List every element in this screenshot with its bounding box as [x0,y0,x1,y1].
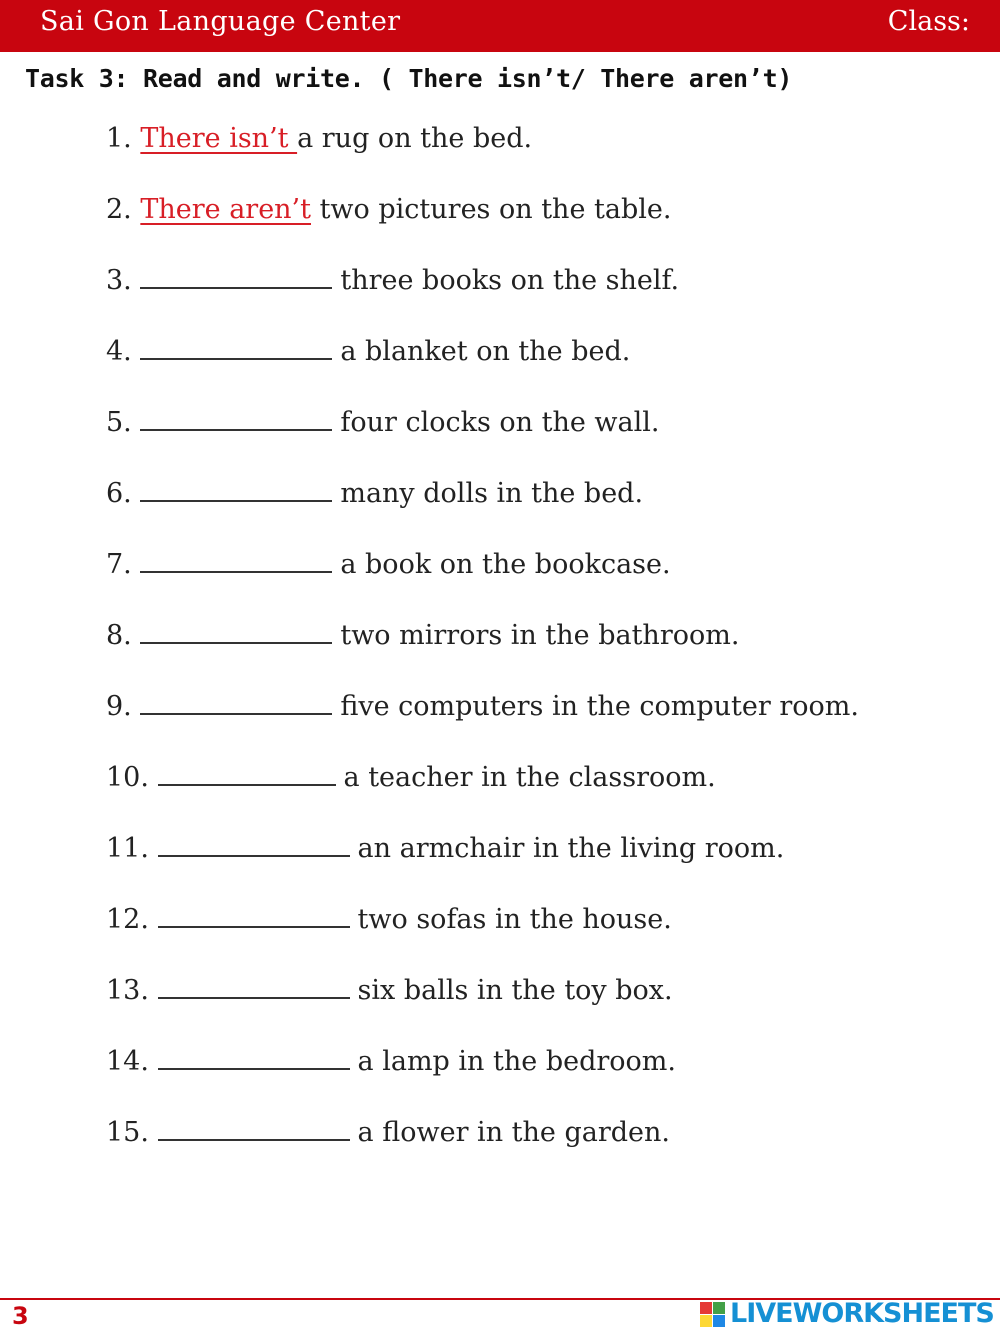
answer-blank[interactable] [158,906,350,928]
answer-blank[interactable] [140,409,332,431]
exercise-item-12 [106,899,986,970]
sentence-text: two pictures on the table. [311,194,672,225]
item-number: 10. [106,762,158,793]
item-number: 15. [106,1117,158,1148]
answer-text[interactable]: There aren’t [140,194,311,225]
answer-blank[interactable] [140,338,332,360]
answer-text[interactable]: There isn’t [140,123,298,154]
sentence-text: a teacher in the classroom. [343,762,716,793]
answer-blank[interactable] [158,1048,350,1070]
answer-blank[interactable] [158,764,336,786]
exercise-item-15 [106,1112,986,1183]
exercise-item-5 [106,402,986,473]
task-title: Task 3: Read and write. ( There isn’t/ There aren’t) [25,64,793,93]
item-number: 5. [106,407,141,438]
class-label: Class: [887,6,970,37]
sentence-text: six balls in the toy box. [357,975,673,1006]
sentence-text: a blanket on the bed. [340,336,631,367]
answer-blank[interactable] [140,622,332,644]
item-number: 8. [106,620,141,651]
exercise-item-9 [106,686,986,757]
sentence-text: a lamp in the bedroom. [357,1046,676,1077]
liveworksheets-logo-icon [700,1302,726,1328]
answer-blank[interactable] [140,480,332,502]
sentence-text: five computers in the computer room. [340,691,859,722]
answer-blank[interactable] [140,693,332,715]
answer-blank[interactable] [158,977,350,999]
sentence-text: a book on the bookcase. [340,549,671,580]
watermark-text: LIVEWORKSHEETS [730,1298,994,1329]
exercise-item-14 [106,1041,986,1112]
exercise-item-11 [106,828,986,899]
exercise-item-4 [106,331,986,402]
item-number: 9. [106,691,141,722]
answer-blank[interactable] [158,1119,350,1141]
center-name: Sai Gon Language Center [40,6,401,37]
item-number: 12. [106,904,158,935]
answer-blank[interactable] [140,551,332,573]
answer-blank[interactable] [158,835,350,857]
page-number: 3 [12,1302,29,1330]
exercise-item-1 [106,118,986,189]
item-number: 4. [106,336,141,367]
sentence-text: three books on the shelf. [340,265,680,296]
item-number: 7. [106,549,141,580]
item-number: 13. [106,975,158,1006]
item-number: 6. [106,478,141,509]
exercise-item-7 [106,544,986,615]
exercise-item-2 [106,189,986,260]
item-number: 1. [106,123,141,154]
item-number: 11. [106,833,158,864]
liveworksheets-watermark[interactable] [700,1298,996,1330]
sentence-text: two mirrors in the bathroom. [340,620,740,651]
header-bar [0,0,1000,52]
sentence-text: a rug on the bed. [297,123,533,154]
answer-blank[interactable] [140,267,332,289]
exercise-item-3 [106,260,986,331]
item-number: 2. [106,194,141,225]
item-number: 3. [106,265,141,296]
sentence-text: two sofas in the house. [357,904,672,935]
exercise-list [106,118,986,1183]
sentence-text: four clocks on the wall. [340,407,660,438]
item-number: 14. [106,1046,158,1077]
exercise-item-10 [106,757,986,828]
sentence-text: a flower in the garden. [357,1117,670,1148]
sentence-text: many dolls in the bed. [340,478,644,509]
exercise-item-6 [106,473,986,544]
sentence-text: an armchair in the living room. [357,833,785,864]
exercise-item-8 [106,615,986,686]
exercise-item-13 [106,970,986,1041]
